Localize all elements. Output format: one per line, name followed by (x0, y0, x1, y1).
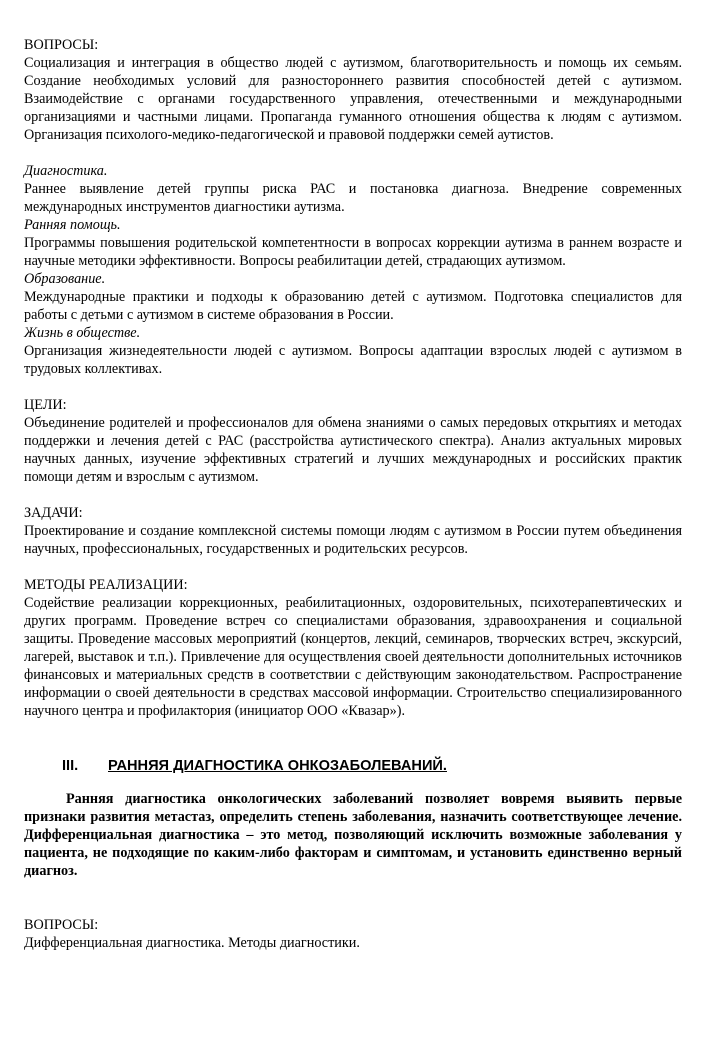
topic-title-society: Жизнь в обществе. (24, 325, 141, 341)
document-page (24, 36, 682, 952)
methods-heading: МЕТОДЫ РЕАЛИЗАЦИИ: (24, 577, 188, 593)
topic-text-early-help: Программы повышения родительской компетентности в вопросах коррекции аутизма в раннем возрасте и научные методики эффективности. Вопросы реабилитации детей, страдающих аутизмом. (24, 235, 682, 269)
goals-text: Объединение родителей и профессионалов для обмена знаниями о самых передовых открытиях и методах поддержки и лечения детей с РАС (расстройства аутистического спектра). Анализ актуальных мировых научных данных, изучение эффективных стратегий и лучших международных и российских практик помощи детям и взрослым с аутизмом. (24, 415, 682, 485)
questions-heading: ВОПРОСЫ: (24, 37, 99, 53)
section-intro: Ранняя диагностика онкологических заболеваний позволяет вовремя выявить первые признаки развития метастаз, определить степень заболевания, назначить соответствующее лечение. Дифференциальная диагностика – это метод, позволяющий исключить возможные заболевания у пациента, не подходящие по каким-либо факторам и симптомам, и установить единственно верный диагноз. (24, 791, 682, 879)
tasks-heading: ЗАДАЧИ: (24, 505, 83, 521)
topic-text-society: Организация жизнедеятельности людей с аутизмом. Вопросы адаптации взрослых людей с аутизмом в трудовых коллективах. (24, 343, 682, 377)
section-number: III. (62, 758, 79, 774)
questions-text: Социализация и интеграция в общество людей с аутизмом, благотворительность и помощь их семьям. Создание необходимых условий для разностороннего развития способностей детей с аутизмом. Взаимодействие с органами государственного управления, отечественными и международными организациями и частными лицами. Пропаганда гуманного отношения общества к людям с аутизмом. Организация психолого-медико-педагогической и правовой поддержки семей аутистов. (24, 55, 682, 143)
section-heading (24, 756, 682, 776)
topic-title-diagnostics: Диагностика. (24, 163, 108, 179)
goals-heading: ЦЕЛИ: (24, 397, 67, 413)
section-title: РАННЯЯ ДИАГНОСТИКА ОНКОЗАБОЛЕВАНИЙ. (108, 758, 447, 774)
topic-text-education: Международные практики и подходы к образованию детей с аутизмом. Подготовка специалистов для работы с детьми с аутизмом в системе образования в России. (24, 289, 682, 323)
tasks-text: Проектирование и создание комплексной системы помощи людям с аутизмом в России путем объединения научных, профессиональных, государственных и родительских ресурсов. (24, 523, 682, 557)
questions2-heading: ВОПРОСЫ: (24, 917, 99, 933)
topic-title-education: Образование. (24, 271, 106, 287)
topic-title-early-help: Ранняя помощь. (24, 217, 121, 233)
questions2-text: Дифференциальная диагностика. Методы диагностики. (24, 935, 360, 951)
methods-text: Содействие реализации коррекционных, реабилитационных, оздоровительных, психотерапевтических и других программ. Проведение встреч со специалистами образования, здравоохранения и социальной защиты. Проведение массовых мероприятий (концертов, лекций, семинаров, творческих встреч, экскурсий, лагерей, выставок и т.п.). Привлечение для осуществления своей деятельности дополнительных источников финансовых и материальных средств в соответствии с действующим законодательством. Распространение информации о своей деятельности в средствах массовой информации. Строительство специализированного научного центра и профилактория (инициатор ООО «Квазар»). (24, 595, 682, 719)
topic-text-diagnostics: Раннее выявление детей группы риска РАС и постановка диагноза. Внедрение современных международных инструментов диагностики аутизма. (24, 181, 682, 215)
